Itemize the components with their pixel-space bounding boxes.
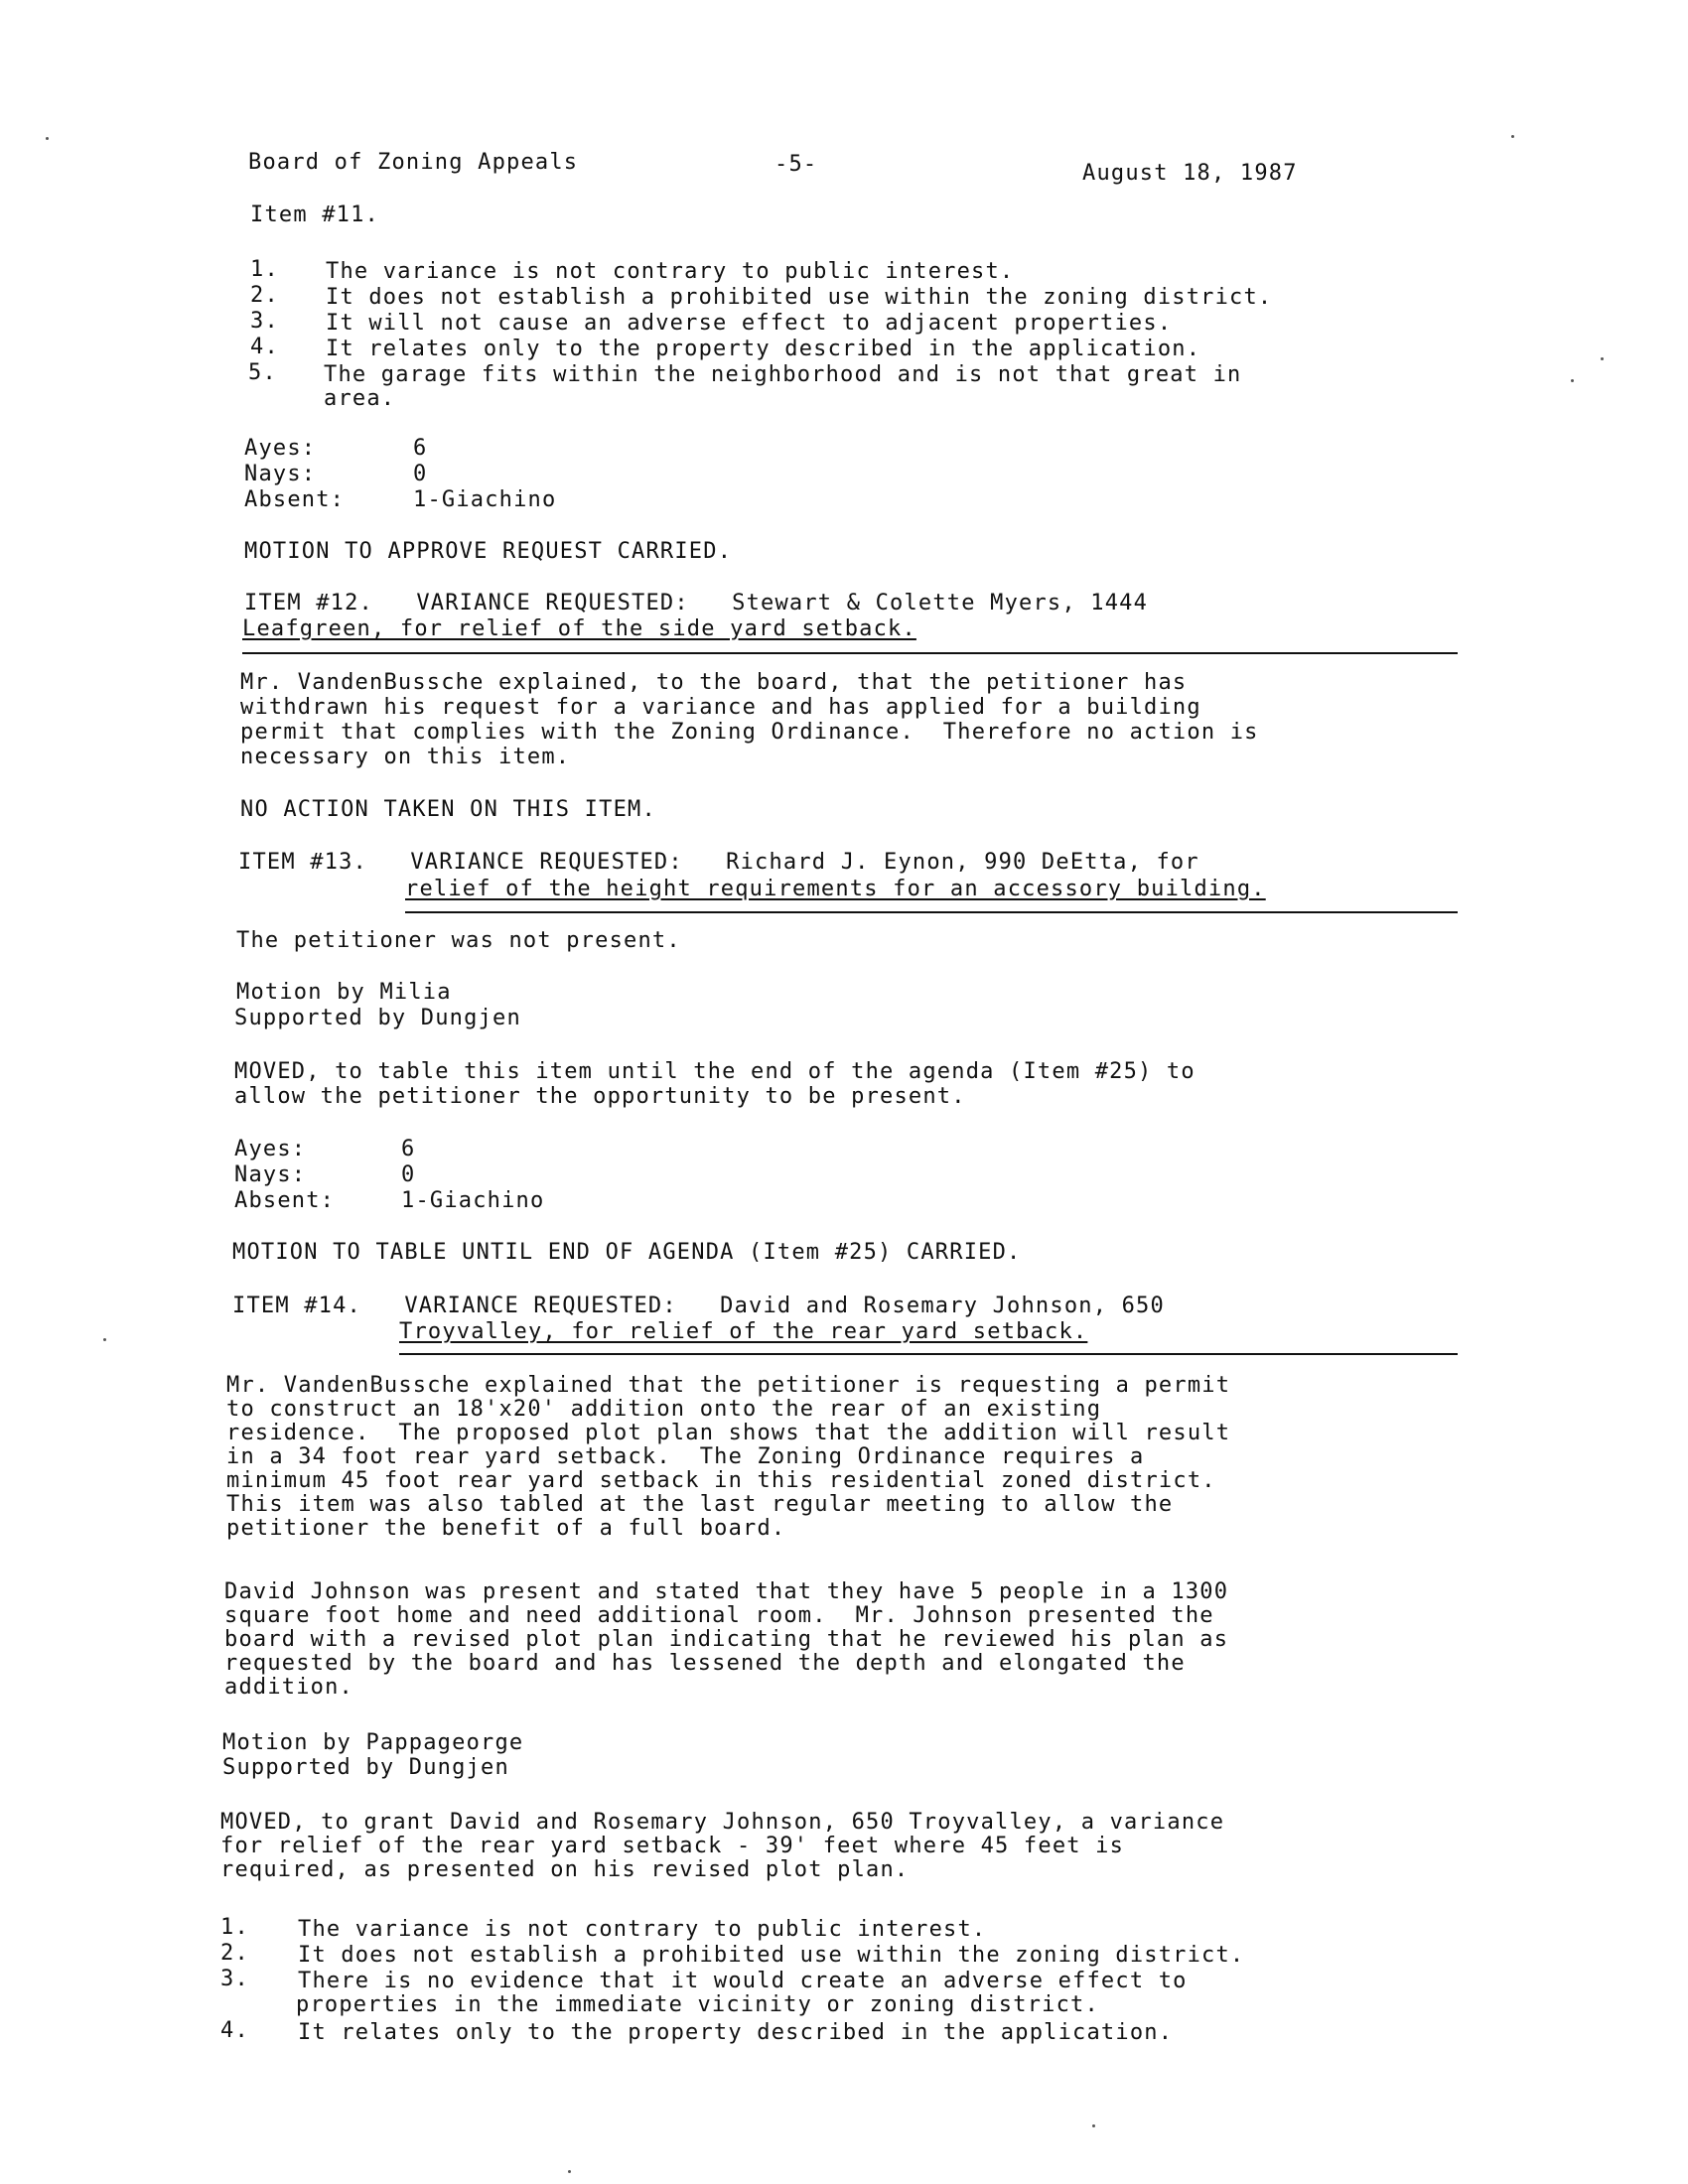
item13-motion-by: Motion by Milia (236, 980, 452, 1005)
item14-finding-text: The variance is not contrary to public interest. (298, 1917, 987, 1942)
item14-finding-text: It relates only to the property described in the application. (298, 2020, 1174, 2045)
absent-member: 1-Giachino (413, 487, 557, 512)
item14-finding-number: 1. (220, 1915, 249, 1940)
item14-moved-line: MOVED, to grant David and Rosemary Johnson, 650 Troyvalley, a variance (220, 1810, 1225, 1835)
scan-speck (568, 2170, 571, 2173)
item12-body-line: permit that complies with the Zoning Ordinance. Therefore no action is (240, 720, 1259, 745)
item13-divider (405, 911, 1458, 913)
item13-heading-line2: relief of the height requirements for an accessory building. (405, 877, 1266, 901)
item14-para1-line: minimum 45 foot rear yard setback in this residential zoned district. (226, 1468, 1216, 1493)
item14-heading-line1: ITEM #14. VARIANCE REQUESTED: David and Rosemary Johnson, 650 (232, 1294, 1165, 1318)
item12-body-line: necessary on this item. (240, 745, 571, 769)
item12-result: NO ACTION TAKEN ON THIS ITEM. (240, 797, 656, 822)
item14-motion-by: Motion by Pappageorge (222, 1730, 524, 1755)
nays-label: Nays: (244, 462, 317, 486)
item12-body-line: Mr. VandenBussche explained, to the board, that the petitioner has (240, 670, 1188, 695)
item14-finding-text: There is no evidence that it would create an adverse effect to (298, 1969, 1188, 1993)
scan-speck (1601, 357, 1604, 360)
item11-finding-continuation: area. (324, 386, 396, 411)
absent-member: 1-Giachino (401, 1188, 545, 1213)
header-date: August 18, 1987 (1082, 161, 1298, 186)
item12-heading-line2: Leafgreen, for relief of the side yard setback. (242, 616, 916, 641)
item11-finding-text: The variance is not contrary to public interest. (326, 259, 1015, 284)
item14-finding-text: It does not establish a prohibited use within the zoning district. (298, 1943, 1245, 1968)
item13-moved-line: MOVED, to table this item until the end of the agenda (Item #25) to (234, 1059, 1196, 1084)
item11-finding-number: 4. (250, 335, 279, 359)
item14-para2-line: board with a revised plot plan indicating that he reviewed his plan as (224, 1627, 1229, 1652)
item14-heading-line2: Troyvalley, for relief of the rear yard setback. (399, 1319, 1088, 1344)
item13-result: MOTION TO TABLE UNTIL END OF AGENDA (Item #25) CARRIED. (232, 1240, 1022, 1265)
item14-para1-line: in a 34 foot rear yard setback. The Zoning Ordinance requires a (226, 1444, 1145, 1469)
item11-finding-text: It relates only to the property described in the application. (326, 337, 1201, 361)
scan-speck (1511, 135, 1514, 138)
item11-finding-text: The garage fits within the neighborhood and is not that great in (324, 362, 1242, 387)
item12-heading-line1: ITEM #12. VARIANCE REQUESTED: Stewart & Colette Myers, 1444 (244, 591, 1149, 615)
item14-para1-line: residence. The proposed plot plan shows that the addition will result (226, 1421, 1231, 1445)
item11-finding-text: It will not cause an adverse effect to adjacent properties. (326, 311, 1173, 336)
item13-moved-line: allow the petitioner the opportunity to be present. (234, 1084, 966, 1109)
scan-speck (46, 137, 49, 140)
item14-moved-line: for relief of the rear yard setback - 39' feet where 45 feet is (220, 1834, 1125, 1858)
item11-finding-number: 1. (250, 257, 279, 282)
item12-body-line: withdrawn his request for a variance and has applied for a building (240, 695, 1201, 720)
item14-finding-continuation: properties in the immediate vicinity or zoning district. (296, 1992, 1099, 2017)
absent-label: Absent: (234, 1188, 336, 1213)
item14-finding-number: 4. (220, 2018, 249, 2043)
nays-count: 0 (401, 1162, 416, 1187)
nays-count: 0 (413, 462, 428, 486)
item14-finding-number: 2. (220, 1941, 249, 1966)
header-page-number: -5- (774, 152, 818, 177)
item14-para2-line: requested by the board and has lessened the depth and elongated the (224, 1651, 1186, 1676)
item11-finding-number: 2. (250, 283, 279, 308)
item14-divider (399, 1353, 1458, 1355)
item14-moved-line: required, as presented on his revised plot plan. (220, 1857, 910, 1882)
absent-label: Absent: (244, 487, 346, 512)
item11-finding-number: 3. (250, 309, 279, 334)
ayes-count: 6 (401, 1137, 416, 1161)
item14-para1-line: to construct an 18'x20' addition onto the rear of an existing (226, 1397, 1102, 1422)
nays-label: Nays: (234, 1162, 307, 1187)
item14-supported-by: Supported by Dungjen (222, 1755, 509, 1780)
item13-supported-by: Supported by Dungjen (234, 1006, 521, 1030)
item14-finding-number: 3. (220, 1967, 249, 1991)
scan-speck (1092, 2124, 1095, 2127)
item13-heading-line1: ITEM #13. VARIANCE REQUESTED: Richard J. Eynon, 990 DeEtta, for (238, 850, 1199, 875)
item14-para2-line: addition. (224, 1675, 354, 1700)
scan-speck (1571, 379, 1574, 382)
header-board-name: Board of Zoning Appeals (248, 150, 579, 175)
item14-para2-line: David Johnson was present and stated that they have 5 people in a 1300 (224, 1579, 1229, 1604)
item11-finding-text: It does not establish a prohibited use within the zoning district. (326, 285, 1273, 310)
ayes-count: 6 (413, 436, 428, 461)
scan-speck (103, 1338, 106, 1341)
item13-present-note: The petitioner was not present. (236, 928, 681, 953)
ayes-label: Ayes: (244, 436, 317, 461)
ayes-label: Ayes: (234, 1137, 307, 1161)
item11-finding-number: 5. (248, 360, 277, 385)
item11-result: MOTION TO APPROVE REQUEST CARRIED. (244, 539, 733, 564)
item12-divider (242, 652, 1458, 654)
item14-para2-line: square foot home and need additional room. Mr. Johnson presented the (224, 1603, 1214, 1628)
item14-para1-line: Mr. VandenBussche explained that the petitioner is requesting a permit (226, 1373, 1231, 1398)
item14-para1-line: petitioner the benefit of a full board. (226, 1516, 786, 1541)
item14-para1-line: This item was also tabled at the last regular meeting to allow the (226, 1492, 1174, 1517)
item11-title: Item #11. (250, 203, 380, 227)
